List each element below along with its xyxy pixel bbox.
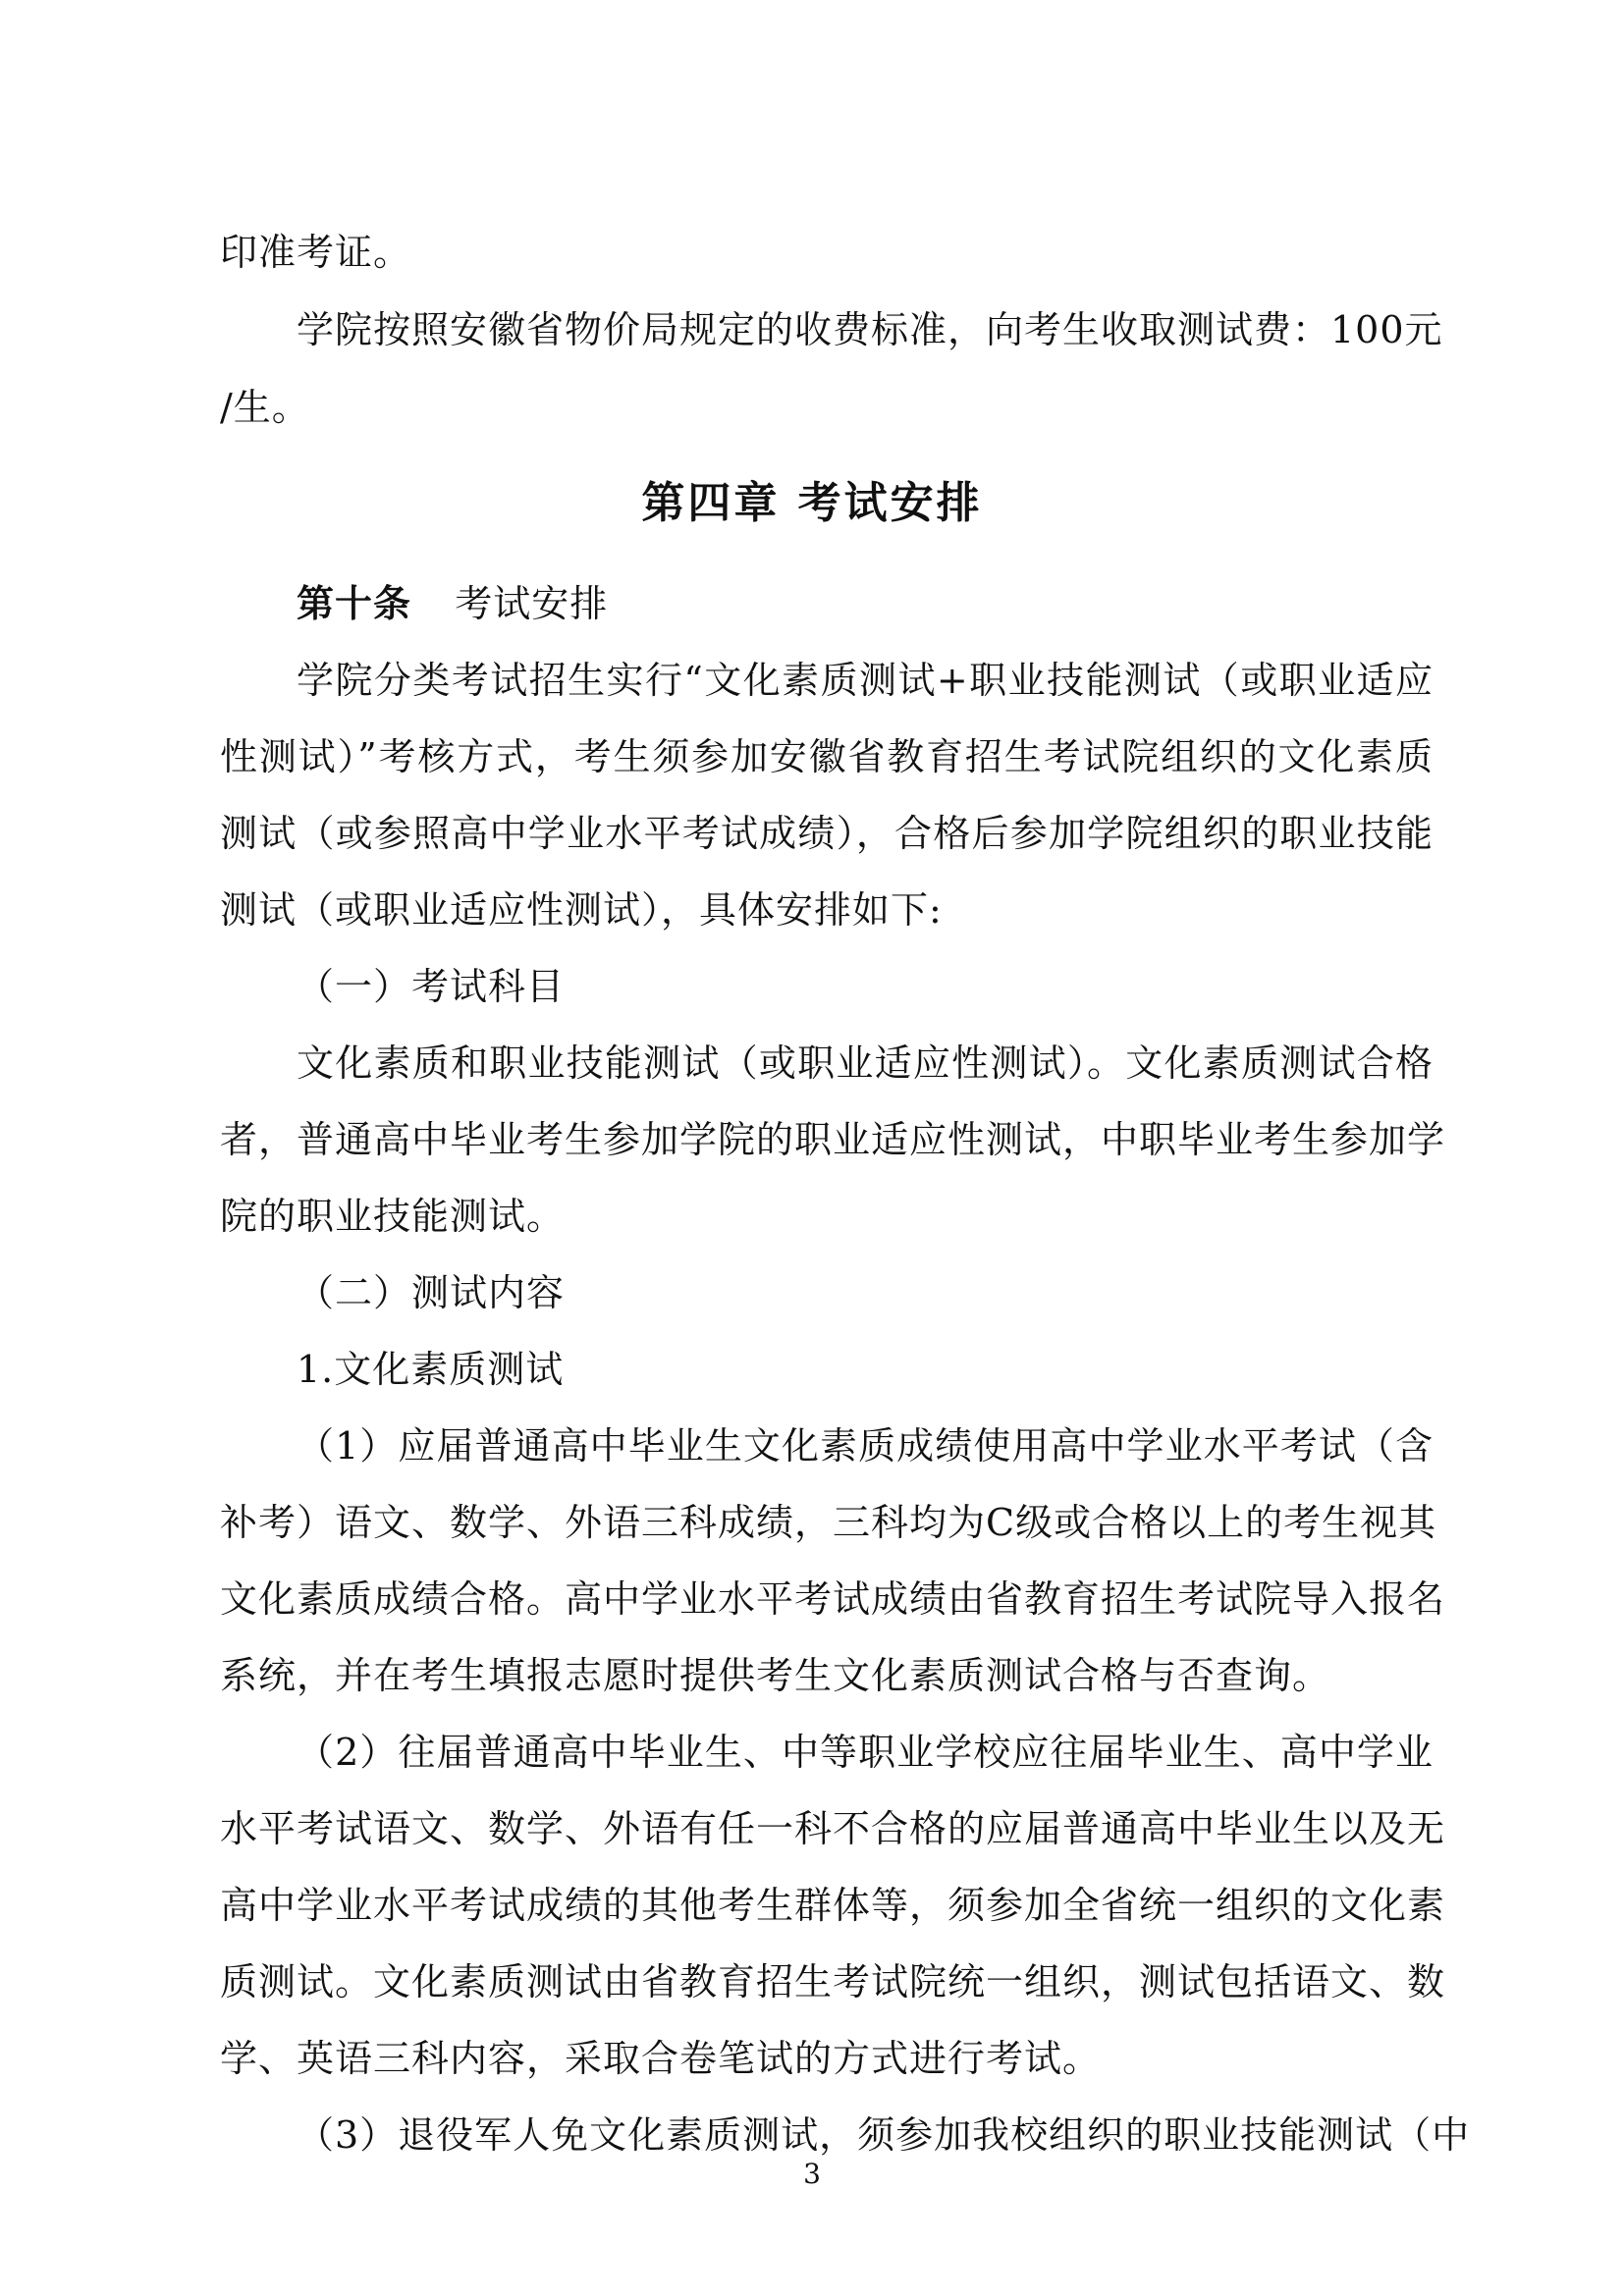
body-line: 文化素质成绩合格。高中学业水平考试成绩由省教育招生考试院导入报名: [220, 1577, 1446, 1621]
body-line: 者，普通高中毕业考生参加学院的职业适应性测试，中职毕业考生参加学: [220, 1118, 1446, 1161]
body-line: （2）往届普通高中毕业生、中等职业学校应往届毕业生、高中学业: [297, 1731, 1434, 1774]
section-heading: （一）考试科目: [297, 965, 566, 1008]
body-line: 院的职业技能测试。: [220, 1195, 566, 1238]
subsection-heading: 1.文化素质测试: [297, 1348, 565, 1391]
body-line: 测试（或职业适应性测试），具体安排如下:: [220, 888, 943, 932]
body-line: 学院按照安徽省物价局规定的收费标准，向考生收取测试费：100元: [297, 308, 1443, 351]
body-line: 文化素质和职业技能测试（或职业适应性测试）。文化素质测试合格: [297, 1041, 1434, 1085]
body-line: 质测试。文化素质测试由省教育招生考试院统一组织，测试包括语文、数: [220, 1960, 1446, 2003]
body-line: 印准考证。: [220, 231, 412, 274]
body-line: 水平考试语文、数学、外语有任一科不合格的应届普通高中毕业生以及无: [220, 1807, 1446, 1850]
body-line: （1）应届普通高中毕业生文化素质成绩使用高中学业水平考试（含: [297, 1424, 1434, 1468]
body-line: 系统，并在考生填报志愿时提供考生文化素质测试合格与否查询。: [220, 1654, 1331, 1697]
section-heading: （二）测试内容: [297, 1271, 566, 1314]
article-heading: [297, 581, 608, 626]
body-line: （3）退役军人免文化素质测试，须参加我校组织的职业技能测试（中: [297, 2113, 1471, 2157]
article-title: 考试安排: [455, 582, 609, 625]
body-line: 补考）语文、数学、外语三科成绩，三科均为C级或合格以上的考生视其: [220, 1501, 1437, 1544]
article-number: 第十条: [297, 582, 412, 625]
body-line: 性测试）”考核方式，考生须参加安徽省教育招生考试院组织的文化素质: [220, 735, 1434, 778]
body-line: 学、英语三科内容，采取合卷笔试的方式进行考试。: [220, 2037, 1102, 2080]
chapter-title: 第四章 考试安排: [641, 478, 983, 528]
body-line: 高中学业水平考试成绩的其他考生群体等，须参加全省统一组织的文化素: [220, 1884, 1446, 1927]
body-line: /生。: [220, 386, 310, 429]
page-number: 3: [803, 2158, 821, 2190]
body-line: 学院分类考试招生实行“文化素质测试+职业技能测试（或职业适应: [297, 659, 1434, 702]
body-line: 测试（或参照高中学业水平考试成绩），合格后参加学院组织的职业技能: [220, 812, 1434, 855]
